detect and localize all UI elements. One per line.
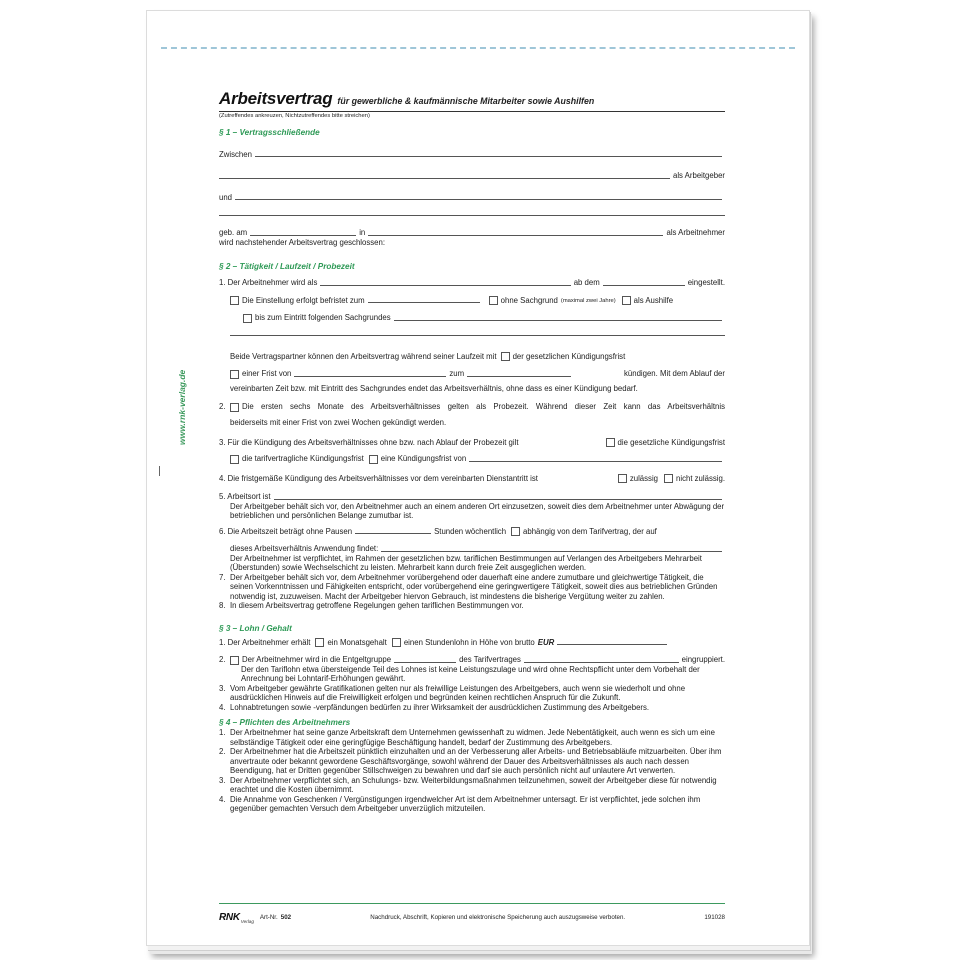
s2-item8-num: 8. [219,601,226,611]
employee-address-field[interactable] [219,214,725,216]
notice-of-label: einer Frist von [242,369,292,379]
applies-row [219,544,725,554]
birth-date-field[interactable] [250,234,356,236]
temp-label: als Aushilfe [633,295,674,305]
in-label: in [359,228,366,238]
pay-group-row [230,655,725,665]
s2-item8 [219,601,725,611]
section-4-heading: § 4 – Pflichten des Arbeitnehmers [219,718,351,728]
job-title-field[interactable] [320,284,570,286]
from-label: ab dem [573,278,600,288]
s3-item4 [219,703,725,713]
notice-period-row [219,369,725,379]
start-date-field[interactable] [603,284,685,286]
s4-item-text: Der Arbeitnehmer hat seine ganze Arbeitskraft dem Unternehmen gewissenhaft zu widmen. Jede Nebentätigkeit, auch wenn es sich um eine selbständige Tätigkeit oder eine geringfügige Beschäftigung handelt, bedarf der Zustimmung des Arbeitgebers. [230,728,715,747]
not-allowed-checkbox[interactable] [664,474,673,483]
tariff-dependent-label: abhängig von dem Tarifvertrag, der auf [523,526,657,536]
section-2-heading: § 2 – Tätigkeit / Laufzeit / Probezeit [219,262,355,272]
no-reason-note: (maximal zwei Jahre) [560,298,616,305]
tariff-notice-row [219,454,725,464]
as-employer-label: als Arbeitgeber [672,171,725,181]
notice-period-checkbox[interactable] [230,370,239,379]
s2-item1-label: 1. Der Arbeitnehmer wird als [219,278,318,288]
s3-item4-text: Lohnabtretungen sowie -verpfändungen bedürfen zu ihrer Wirksamkeit der ausdrücklichen Zustimmung des Arbeitgebers. [230,702,650,712]
footer-divider [219,903,725,904]
side-url: www.rnk-verlag.de [177,369,187,445]
section-3-heading: § 3 – Lohn / Gehalt [219,623,292,633]
s2-item2-num: 2. [219,402,226,412]
custom-notice-label: eine Kündigungsfrist von [380,454,467,464]
employer-name-field[interactable] [255,155,722,157]
employee-name-field[interactable] [235,198,722,200]
allowed-label: zulässig [629,473,659,483]
statutory-label: die gesetzliche Kündigungsfrist [617,437,725,447]
s4-item [219,795,725,814]
s4-item-num: 2. [219,747,226,757]
custom-notice-field[interactable] [469,460,722,462]
custom-notice-checkbox[interactable] [369,455,378,464]
birth-row [219,228,725,238]
temp-checkbox[interactable] [622,296,631,305]
overtime-text: Der Arbeitnehmer ist verpflichtet, im Rahmen der gesetzlichen bzw. tariflichen Bestimmungen auf Verlangen des Arbeitgebers Mehrarbeit (Überstunden) sowie Wechselschicht zu leisten. Mehrarbeit kann durch freie Zeit ausgeglichen werden. [230,553,702,573]
form-footer [219,903,725,924]
reason-field[interactable] [394,319,722,321]
fixed-term-checkbox[interactable] [230,296,239,305]
s3-item4-num: 4. [219,702,226,712]
grouped-label: eingruppiert. [681,655,725,665]
fixed-term-row [219,296,725,306]
hours-field[interactable] [355,532,431,534]
allowed-checkbox[interactable] [618,474,627,483]
s3-item3-text: Vom Arbeitgeber gewährte Gratifikationen gelten nur als freiwillige Leistungen des Arbeitgebers, auch wenn sie wiederholt und ohne ausdrücklichen Hinweis auf die Freiwilligkeit erfolgen und begründen keinen rechtlichen Anspruch für die Zukunft. [230,683,686,703]
tariff-contract-field[interactable] [524,661,679,663]
birth-place-field[interactable] [368,234,663,236]
and-label: und [219,192,233,202]
form-sheet [146,10,810,946]
s2-item4-text: 4. Die fristgemäße Kündigung des Arbeitsverhältnisses vor dem vereinbarten Dienstantritt ist [219,473,538,483]
s2-item4-row [219,474,725,484]
s2-item5-row [219,492,725,502]
s2-item3-text: 3. Für die Kündigung des Arbeitsverhältnisses ohne bzw. nach Ablauf der Probezeit gilt [219,437,519,447]
employee-address-row [219,214,725,218]
as-employee-label: als Arbeitnehmer [666,228,725,238]
to-label: zum [449,369,465,379]
s2-item5-text: Der Arbeitgeber behält sich vor, den Arbeitnehmer auch an einem anderen Ort einzusetzen, soweit dies dem Arbeitnehmer unter Abwägung der betrieblichen und persönlichen Belange zumutbar ist. [230,501,725,521]
publisher-logo-sub: Verlag [240,919,254,924]
hourly-checkbox[interactable] [392,638,401,647]
s2-item8-text: In diesem Arbeitsvertrag getroffene Regelungen gehen tariflichen Bestimmungen vor. [230,601,524,611]
hours-label: 6. Die Arbeitszeit beträgt ohne Pausen [219,526,353,536]
tariff-contract-label: des Tarifvertrages [459,655,521,665]
footer-row [219,911,725,924]
between-label: Zwischen [219,149,252,159]
both-parties-text: Beide Vertragspartner können den Arbeitsvertrag während seiner Laufzeit mit [230,351,497,361]
art-no: 502 [280,914,292,921]
title-row [219,89,725,112]
s2-item2-line2: beiderseits mit einer Frist von zwei Wochen gekündigt werden. [230,418,447,428]
not-allowed-label: nicht zulässig. [676,473,725,483]
s2-item2-line1: Die ersten sechs Monate des Arbeitsverhältnisses gelten als Probezeit. Während dieser Zeit kann das Arbeitsverhältnis [242,402,725,412]
s4-item [219,728,725,747]
s3-item2-rest: Der den Tariflohn etwa übersteigende Teil des Lohnes ist keine Leistungszulage und wird ohne Rechtspflicht unter dem Vorbehalt der Anrechnung bei Lohntarif-Erhöhungen gewährt. [241,664,700,684]
wage-amount-field[interactable] [557,643,667,645]
until-reason-row [219,313,725,323]
workplace-label: 5. Arbeitsort ist [219,492,271,502]
form-content [219,89,725,814]
both-parties-row [219,352,725,362]
terminate-text: kündigen. Mit dem Ablauf der [624,369,725,379]
hours-weekly-label: Stunden wöchentlich [434,526,507,536]
form-title: Arbeitsvertrag [219,89,333,108]
fold-mark [159,466,160,476]
form-subtitle: für gewerbliche & kaufmännische Mitarbeiter sowie Aushilfen [337,96,595,106]
art-no-label: Art-Nr. [259,914,278,921]
pay-group-checkbox[interactable] [230,656,239,665]
monthly-label: ein Monatsgehalt [327,637,387,647]
form-note: (Zutreffendes ankreuzen, Nichtzutreffendes bitte streichen) [219,112,370,119]
until-reason-label: bis zum Eintritt folgenden Sachgrundes [255,313,391,323]
notice-to-field[interactable] [467,375,571,377]
form-code: 191028 [704,914,725,921]
notice-period-field[interactable] [294,375,446,377]
no-reason-checkbox[interactable] [489,296,498,305]
tariff-name-field[interactable] [381,550,722,552]
tariff-label: die tarifvertragliche Kündigungsfrist [242,454,364,464]
fixed-term-date-field[interactable] [368,301,480,303]
statutory-checkbox[interactable] [606,438,615,447]
applies-label: dieses Arbeitsverhältnis Anwendung findet: [230,544,379,554]
no-reason-label: ohne Sachgrund [500,295,558,305]
s2-item6-row [219,527,725,537]
employer-address-field[interactable] [219,177,670,179]
between-row [219,150,725,160]
employer-row [219,171,725,181]
s3-item2-num: 2. [219,655,226,665]
concluded-text: wird nachstehender Arbeitsvertrag geschlossen: [219,237,385,247]
statutory-notice-label: der gesetzlichen Kündigungsfrist [512,351,626,361]
s3-item2-body [230,655,725,684]
s2-item1-row [219,278,725,288]
agreed-time-text: vereinbarten Zeit bzw. mit Eintritt des Sachgrundes endet das Arbeitsverhältnis, ohne dass es einer Kündigung bedarf. [230,383,638,393]
statutory-notice-checkbox[interactable] [501,352,510,361]
s2-item3-row [219,438,725,448]
s3-item3-num: 3. [219,683,226,693]
publisher-logo: RNK [219,912,240,923]
s3-item3 [219,684,725,703]
monthly-checkbox[interactable] [315,638,324,647]
currency-label: EUR [537,637,555,647]
s4-item-num: 4. [219,794,226,804]
pay-group-label: Der Arbeitnehmer wird in die Entgeltgruppe [242,655,392,665]
copyright-note: Nachdruck, Abschrift, Kopieren und elektronische Speicherung auch auszugsweise verboten. [370,914,626,921]
s3-item2 [219,655,725,684]
pay-group-field[interactable] [394,661,456,663]
s4-item-num: 3. [219,775,226,785]
until-reason-checkbox[interactable] [243,314,252,323]
s2-item2 [219,402,725,412]
hired-label: eingestellt. [687,278,725,288]
tariff-dependent-checkbox[interactable] [511,527,520,536]
s4-item [219,776,725,795]
receives-label: 1. Der Arbeitnehmer erhält [219,637,311,647]
hourly-label: einen Stundenlohn in Höhe von brutto [403,637,535,647]
s4-item-text: Der Arbeitnehmer hat die Arbeitszeit pünktlich einzuhalten und an der Verbesserung aller Arbeits- und Betriebsabläufe mitzuarbeiten. Über ihm anvertraute oder bekannt gewordene Geschäftsvorgänge, sowohl während der Dauer des Arbeitsverhältnisses als auch nach dessen Beendigung, hat er Dritten gegenüber Stillschweigen zu bewahren und darf sie auch persönlich nicht auf unlautere Art verwerten. [230,747,722,776]
probation-checkbox[interactable] [230,403,239,412]
s2-item7-text: Der Arbeitgeber behält sich vor, dem Arbeitnehmer vorübergehend oder dauerhaft eine andere zumutbare und gleichwertige Tätigkeit, die seinen Vorkenntnissen und Fähigkeiten entspricht, oder vorübergehend eine geringwertigere Tätigkeit, soweit dies aus betrieblichen Gründen notwendig ist, zuzuweisen. Macht der Arbeitgeber hiervon Gebrauch, ist mindestens die bisherige Vergütung weiter zu zahlen. [230,572,718,601]
perforation-line [161,47,795,49]
s4-item-text: Die Annahme von Geschenken / Vergünstigungen irgendwelcher Art ist dem Arbeitnehmer untersagt. Er ist verpflichtet, jede solchen ihm gegenüber gemachten Versuch dem Arbeitgeber unverzüglich mitzuteilen. [230,794,701,814]
s4-item-text: Der Arbeitnehmer verpflichtet sich, an Schulungs- bzw. Weiterbildungsmaßnahmen teilzunehmen, soweit der Arbeitgeber diese für notwendig erachtet und die Kosten übernimmt. [230,775,717,795]
tariff-checkbox[interactable] [230,455,239,464]
section-1-heading: § 1 – Vertragsschließende [219,127,320,137]
s2-item7 [219,573,725,602]
workplace-field[interactable] [274,498,722,500]
s4-item-num: 1. [219,728,226,738]
reason-field-2[interactable] [230,335,725,336]
and-row [219,193,725,203]
s3-item1-row [219,638,725,648]
fixed-term-label: Die Einstellung erfolgt befristet zum [242,295,365,305]
s4-item [219,747,725,776]
s2-item7-num: 7. [219,572,226,582]
born-label: geb. am [219,228,248,238]
